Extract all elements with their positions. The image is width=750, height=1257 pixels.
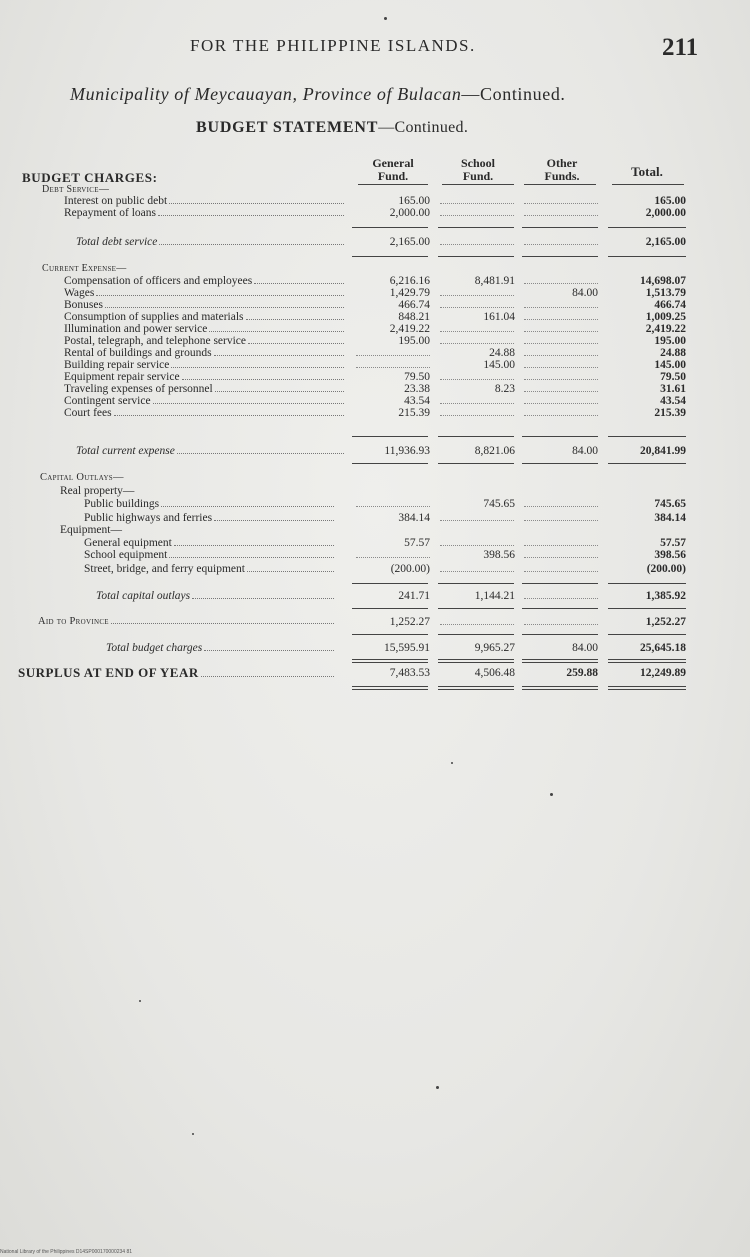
cell-school: 24.88 bbox=[489, 347, 515, 359]
cell-total: 57.57 bbox=[660, 537, 686, 549]
cell-general: 215.39 bbox=[398, 407, 430, 419]
section-equipment: Equipment— bbox=[60, 524, 122, 536]
cell-school: 398.56 bbox=[483, 549, 515, 561]
section-debt-service: Debt Service— bbox=[42, 184, 110, 195]
cell-school: 745.65 bbox=[483, 498, 515, 510]
paper-speck bbox=[139, 1000, 141, 1002]
cell-total: 745.65 bbox=[654, 498, 686, 510]
cell-other: 84.00 bbox=[572, 642, 598, 654]
cell-total: 215.39 bbox=[654, 407, 686, 419]
cell-other: 84.00 bbox=[572, 445, 598, 457]
cell-total: 25,645.18 bbox=[640, 642, 686, 654]
column-header-other-funds: Other Funds. bbox=[544, 156, 580, 183]
cell-general: 23.38 bbox=[404, 383, 430, 395]
double-rule bbox=[522, 686, 598, 690]
paper-speck bbox=[451, 762, 453, 764]
cell-school: 161.04 bbox=[483, 311, 515, 323]
table-row bbox=[0, 371, 750, 383]
cell-general: 384.14 bbox=[398, 512, 430, 524]
cell-general: 848.21 bbox=[398, 311, 430, 323]
table-row-total bbox=[0, 590, 750, 602]
cell-school: 8,481.91 bbox=[474, 275, 515, 287]
total-rule bbox=[522, 463, 598, 464]
row-label: Compensation of officers and employees bbox=[64, 275, 253, 287]
cell-general: (200.00) bbox=[390, 563, 430, 575]
cell-general: 11,936.93 bbox=[384, 445, 430, 457]
subtotal-rule bbox=[438, 634, 514, 635]
total-rule bbox=[438, 256, 514, 257]
column-rule-total bbox=[612, 184, 684, 185]
row-label: Street, bridge, and ferry equipment bbox=[84, 563, 245, 575]
row-label: Illumination and power service bbox=[64, 323, 208, 335]
column-rule-other bbox=[524, 184, 596, 185]
cell-other: 259.88 bbox=[566, 667, 598, 679]
statement-title: BUDGET STATEMENT bbox=[196, 119, 379, 136]
row-label: Total current expense bbox=[76, 445, 175, 457]
subtotal-rule bbox=[352, 227, 428, 228]
cell-general: 43.54 bbox=[404, 395, 430, 407]
row-label: Public highways and ferries bbox=[84, 512, 213, 524]
cell-total: 165.00 bbox=[654, 195, 686, 207]
cell-other: 84.00 bbox=[572, 287, 598, 299]
table-row bbox=[0, 311, 750, 323]
table-row bbox=[0, 287, 750, 299]
total-rule bbox=[608, 608, 686, 609]
table-row bbox=[0, 195, 750, 207]
cell-general: 2,000.00 bbox=[389, 207, 430, 219]
column-header-school-fund: School Fund. bbox=[460, 156, 495, 183]
row-label: Postal, telegraph, and telephone service bbox=[64, 335, 247, 347]
cell-total: 195.00 bbox=[654, 335, 686, 347]
table-row-total bbox=[0, 445, 750, 457]
cell-general: 79.50 bbox=[404, 371, 430, 383]
table-row-surplus bbox=[0, 667, 750, 679]
cell-general: 241.71 bbox=[398, 590, 430, 602]
cell-total: 24.88 bbox=[660, 347, 686, 359]
table-row bbox=[0, 275, 750, 287]
statement-heading bbox=[196, 119, 468, 137]
cell-total: 145.00 bbox=[654, 359, 686, 371]
table-row bbox=[0, 347, 750, 359]
cell-general: 1,429.79 bbox=[389, 287, 430, 299]
column-rule-general bbox=[358, 184, 428, 185]
table-row bbox=[0, 335, 750, 347]
table-row bbox=[0, 359, 750, 371]
total-rule bbox=[352, 608, 428, 609]
cell-school: 145.00 bbox=[483, 359, 515, 371]
row-label: Repayment of loans bbox=[64, 207, 156, 219]
cell-general: 15,595.91 bbox=[384, 642, 430, 654]
running-head: FOR THE PHILIPPINE ISLANDS. bbox=[190, 36, 476, 55]
cell-total: (200.00) bbox=[646, 563, 686, 575]
section-current-expense: Current Expense— bbox=[42, 263, 127, 274]
double-rule bbox=[438, 659, 514, 663]
section-real-property: Real property— bbox=[60, 485, 135, 497]
total-rule bbox=[608, 256, 686, 257]
paper-speck bbox=[436, 1086, 439, 1089]
table-row bbox=[0, 549, 750, 561]
total-rule bbox=[522, 608, 598, 609]
column-rule-school bbox=[442, 184, 514, 185]
section-capital-outlays: Capital Outlays— bbox=[40, 472, 124, 483]
paper-speck bbox=[550, 793, 553, 796]
subtotal-rule bbox=[608, 583, 686, 584]
row-label: Traveling expenses of personnel bbox=[64, 383, 213, 395]
subtotal-rule bbox=[608, 634, 686, 635]
row-label: SURPLUS AT END OF YEAR bbox=[18, 665, 199, 680]
cell-total: 398.56 bbox=[654, 549, 686, 561]
total-rule bbox=[438, 608, 514, 609]
table-row bbox=[0, 563, 750, 575]
cell-total: 1,385.92 bbox=[645, 590, 686, 602]
double-rule bbox=[438, 686, 514, 690]
table-row bbox=[0, 323, 750, 335]
cell-general: 6,216.16 bbox=[389, 275, 430, 287]
double-rule bbox=[608, 686, 686, 690]
cell-total: 1,513.79 bbox=[645, 287, 686, 299]
subtotal-rule bbox=[438, 436, 514, 437]
table-row bbox=[0, 498, 750, 510]
row-label: Total capital outlays bbox=[96, 590, 191, 602]
municipality-subtitle bbox=[70, 84, 566, 105]
cell-total: 43.54 bbox=[660, 395, 686, 407]
row-label: School equipment bbox=[84, 549, 168, 561]
total-rule bbox=[352, 256, 428, 257]
total-rule bbox=[352, 463, 428, 464]
double-rule bbox=[352, 659, 428, 663]
table-row bbox=[0, 207, 750, 219]
row-label: Total debt service bbox=[76, 236, 158, 248]
table-row bbox=[0, 395, 750, 407]
subtotal-rule bbox=[352, 436, 428, 437]
paper-speck bbox=[192, 1133, 194, 1135]
cell-total: 1,009.25 bbox=[645, 311, 686, 323]
row-label: General equipment bbox=[84, 537, 172, 549]
subtotal-rule bbox=[352, 634, 428, 635]
subtotal-rule bbox=[352, 583, 428, 584]
row-label: Equipment repair service bbox=[64, 371, 180, 383]
table-row bbox=[0, 616, 750, 628]
table-row bbox=[0, 299, 750, 311]
cell-general: 466.74 bbox=[398, 299, 430, 311]
column-header-general-fund: General Fund. bbox=[372, 156, 414, 183]
subtotal-rule bbox=[608, 436, 686, 437]
cell-general: 1,252.27 bbox=[389, 616, 430, 628]
table-row bbox=[0, 407, 750, 419]
cell-general: 165.00 bbox=[398, 195, 430, 207]
cell-total: 79.50 bbox=[660, 371, 686, 383]
subtotal-rule bbox=[522, 227, 598, 228]
table-row-total bbox=[0, 642, 750, 654]
row-label: Consumption of supplies and materials bbox=[64, 311, 244, 323]
cell-total: 14,698.07 bbox=[640, 275, 686, 287]
cell-total: 2,165.00 bbox=[645, 236, 686, 248]
page-number: 211 bbox=[662, 34, 699, 61]
double-rule bbox=[352, 686, 428, 690]
cell-total: 12,249.89 bbox=[640, 667, 686, 679]
row-label: Building repair service bbox=[64, 359, 170, 371]
row-label: Total budget charges bbox=[106, 642, 203, 654]
row-label: Court fees bbox=[64, 407, 112, 419]
row-label: Wages bbox=[64, 287, 95, 299]
scan-credit: National Library of the Philippines D14SP000170000234 81 bbox=[0, 1249, 133, 1255]
total-rule bbox=[522, 256, 598, 257]
row-label: Public buildings bbox=[84, 498, 160, 510]
table-row bbox=[0, 383, 750, 395]
row-label: Bonuses bbox=[64, 299, 103, 311]
double-rule bbox=[608, 659, 686, 663]
cell-total: 384.14 bbox=[654, 512, 686, 524]
table-row bbox=[0, 512, 750, 524]
statement-continued: —Continued. bbox=[378, 119, 469, 136]
cell-school: 1,144.21 bbox=[474, 590, 515, 602]
cell-total: 466.74 bbox=[654, 299, 686, 311]
subtitle-continued: —Continued. bbox=[461, 84, 566, 104]
row-label: Aid to Province bbox=[38, 616, 109, 627]
section-budget-charges: BUDGET CHARGES: bbox=[22, 170, 158, 185]
double-rule bbox=[522, 659, 598, 663]
subtotal-rule bbox=[608, 227, 686, 228]
table-row bbox=[0, 537, 750, 549]
row-label: Contingent service bbox=[64, 395, 151, 407]
row-label: Rental of buildings and grounds bbox=[64, 347, 212, 359]
cell-school: 8.23 bbox=[494, 383, 515, 395]
cell-general: 2,419.22 bbox=[389, 323, 430, 335]
paper-speck bbox=[384, 17, 387, 20]
subtotal-rule bbox=[438, 583, 514, 584]
subtotal-rule bbox=[522, 436, 598, 437]
cell-general: 2,165.00 bbox=[389, 236, 430, 248]
row-label: Interest on public debt bbox=[64, 195, 168, 207]
cell-total: 2,419.22 bbox=[645, 323, 686, 335]
cell-school: 8,821.06 bbox=[474, 445, 515, 457]
subtotal-rule bbox=[522, 634, 598, 635]
cell-general: 57.57 bbox=[404, 537, 430, 549]
cell-total: 1,252.27 bbox=[645, 616, 686, 628]
table-row-total bbox=[0, 236, 750, 248]
column-header-total: Total. bbox=[631, 164, 663, 179]
subtitle-text: Municipality of Meycauayan, Province of Bulacan bbox=[70, 84, 462, 104]
total-rule bbox=[438, 463, 514, 464]
cell-total: 20,841.99 bbox=[640, 445, 686, 457]
cell-school: 9,965.27 bbox=[474, 642, 515, 654]
subtotal-rule bbox=[522, 583, 598, 584]
cell-school: 4,506.48 bbox=[474, 667, 515, 679]
cell-general: 195.00 bbox=[398, 335, 430, 347]
cell-total: 31.61 bbox=[660, 383, 686, 395]
cell-total: 2,000.00 bbox=[645, 207, 686, 219]
subtotal-rule bbox=[438, 227, 514, 228]
total-rule bbox=[608, 463, 686, 464]
cell-general: 7,483.53 bbox=[389, 667, 430, 679]
